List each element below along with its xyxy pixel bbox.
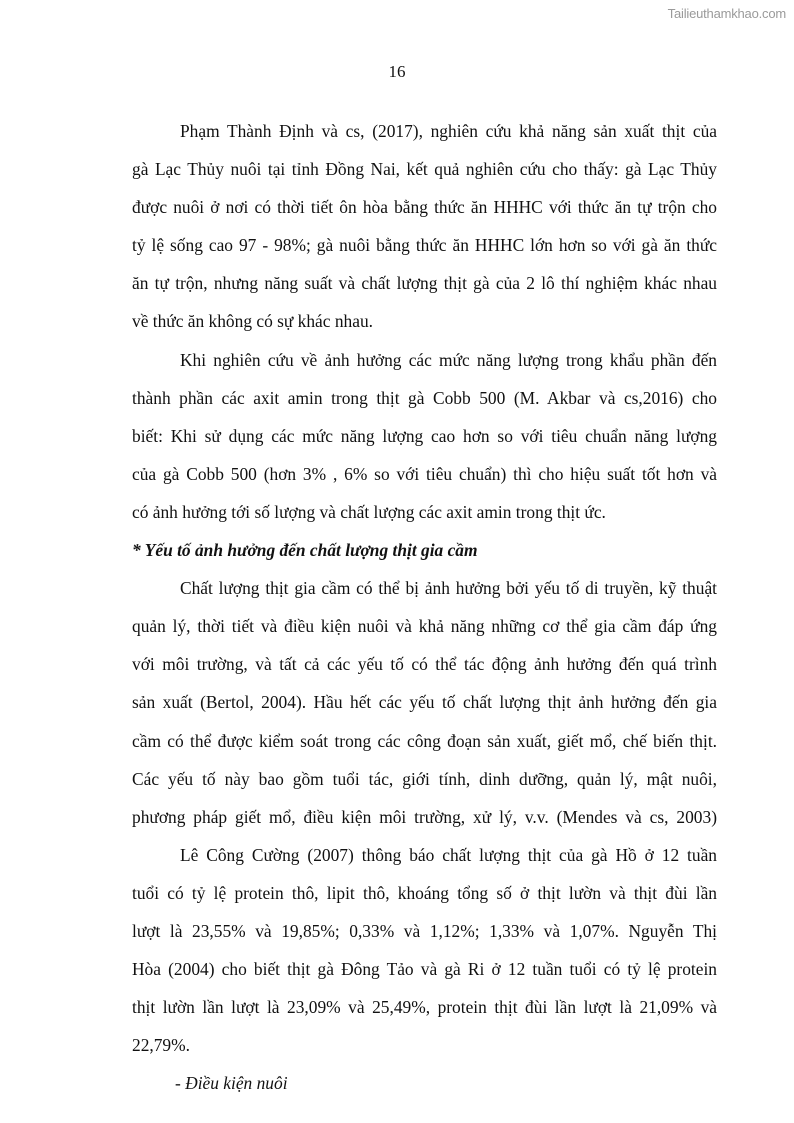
subsection-heading: - Điều kiện nuôi [175, 1073, 288, 1094]
paragraph-line: sản xuất (Bertol, 2004). Hầu hết các yếu tố chất lượng thịt ảnh hưởng đến gia [132, 692, 717, 713]
paragraph-line: gà Lạc Thủy nuôi tại tỉnh Đồng Nai, kết quả nghiên cứu cho thấy: gà Lạc Thủy [132, 159, 717, 180]
paragraph-line: phương pháp giết mổ, điều kiện môi trường, xử lý, v.v. (Mendes và cs, 2003) [132, 806, 717, 827]
paragraph-line: về thức ăn không có sự khác nhau. [132, 311, 373, 332]
paragraph-line: tuổi có tỷ lệ protein thô, lipit thô, khoáng tổng số ở thịt lườn và thịt đùi lần [132, 882, 717, 903]
paragraph-line: có ảnh hưởng tới số lượng và chất lượng các axit amin trong thịt ức. [132, 501, 606, 522]
page-number: 16 [388, 62, 406, 81]
paragraph-line: biết: Khi sử dụng các mức năng lượng cao hơn so với tiêu chuẩn năng lượng [132, 425, 717, 446]
paragraph-line: quản lý, thời tiết và điều kiện nuôi và khả năng những cơ thể gia cầm đáp ứng [132, 616, 717, 637]
paragraph-line: Hòa (2004) cho biết thịt gà Đông Tảo và gà Ri ở 12 tuần tuổi có tỷ lệ protein [132, 959, 717, 980]
document-body [132, 112, 717, 1102]
paragraph-line: được nuôi ở nơi có thời tiết ôn hòa bằng thức ăn HHHC với thức ăn tự trộn cho [132, 197, 717, 218]
paragraph-line: Chất lượng thịt gia cầm có thể bị ảnh hưởng bởi yếu tố di truyền, kỹ thuật [180, 578, 717, 599]
paragraph-line: ăn tự trộn, nhưng năng suất và chất lượng thịt gà của 2 lô thí nghiệm khác nhau [132, 273, 717, 294]
paragraph-line: cầm có thể được kiểm soát trong các công đoạn sản xuất, giết mổ, chế biến thịt. [132, 730, 717, 751]
paragraph-line: Phạm Thành Định và cs, (2017), nghiên cứu khả năng sản xuất thịt của [180, 121, 717, 141]
paragraph-line: 22,79%. [132, 1035, 190, 1056]
paragraph-line: của gà Cobb 500 (hơn 3% , 6% so với tiêu chuẩn) thì cho hiệu suất tốt hơn và [132, 463, 717, 484]
paragraph-line: Lê Công Cường (2007) thông báo chất lượng thịt của gà Hồ ở 12 tuần [180, 844, 717, 865]
paragraph-line: Khi nghiên cứu về ảnh hưởng các mức năng lượng trong khẩu phần đến [180, 349, 717, 370]
paragraph-line: thành phần các axit amin trong thịt gà Cobb 500 (M. Akbar và cs,2016) cho [132, 387, 717, 408]
section-heading: * Yếu tố ảnh hưởng đến chất lượng thịt gia cầm [132, 540, 478, 561]
paragraph-line: với môi trường, và tất cả các yếu tố có thể tác động ảnh hưởng đến quá trình [132, 654, 717, 675]
paragraph-line: tỷ lệ sống cao 97 - 98%; gà nuôi bằng thức ăn HHHC lớn hơn so với gà ăn thức [132, 235, 717, 256]
paragraph-line: Các yếu tố này bao gồm tuổi tác, giới tính, dinh dưỡng, quản lý, mật nuôi, [132, 768, 717, 789]
paragraph-line: lượt là 23,55% và 19,85%; 0,33% và 1,12%; 1,33% và 1,07%. Nguyễn Thị [132, 920, 717, 941]
watermark: Tailieuthamkhao.com [667, 6, 786, 21]
paragraph-line: thịt lườn lần lượt là 23,09% và 25,49%, protein thịt đùi lần lượt là 21,09% và [132, 997, 717, 1018]
